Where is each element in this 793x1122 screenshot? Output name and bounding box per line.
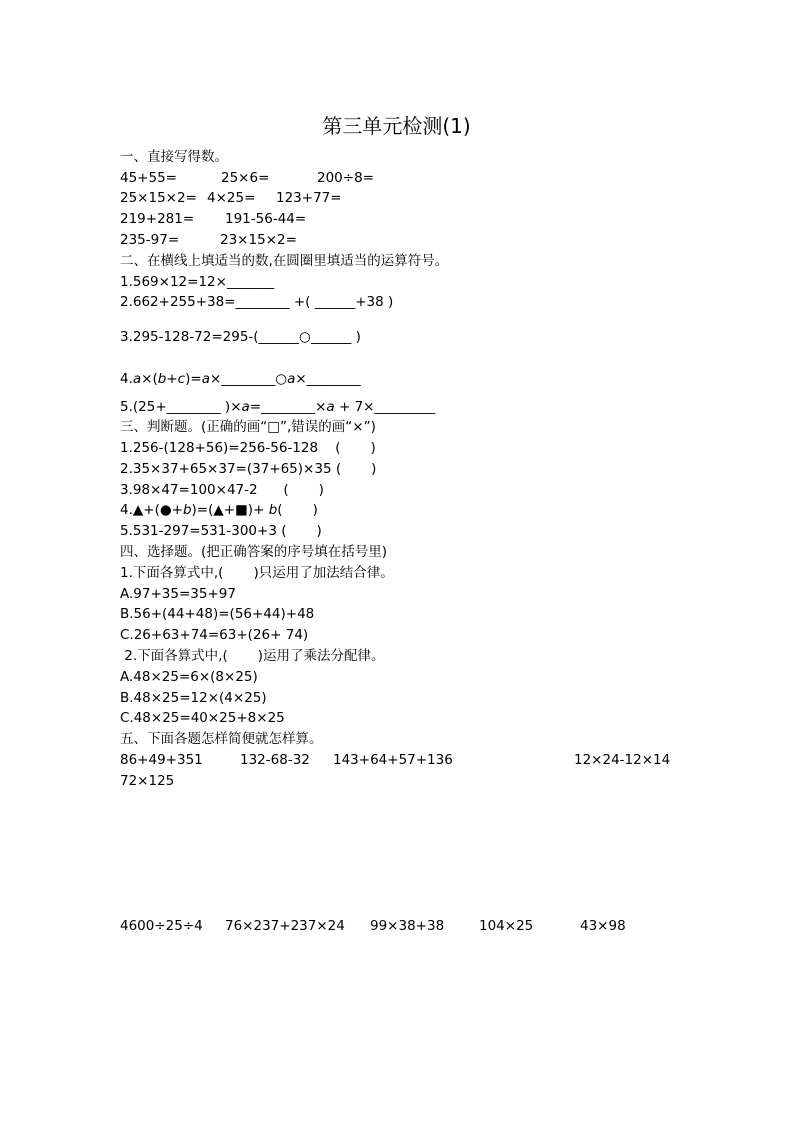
choice-option: B.48×25=12×(4×25) (120, 690, 267, 706)
section5-heading: 五、下面各题怎样简便就怎样算。 (120, 731, 323, 747)
simplify-item: 99×38+38 (370, 918, 445, 934)
choice-question-1: 1.下面各算式中,( )只运用了加法结合律。 (120, 565, 394, 581)
simplify-item: 4600÷25÷4 (120, 918, 203, 934)
choice-option: C.48×25=40×25+8×25 (120, 710, 285, 726)
q5-part-a: 5.(25+________ )× (120, 399, 242, 415)
calc-item: 4×25= (207, 190, 256, 206)
q4-tail: ×________ (295, 371, 361, 387)
q5-part-c: + 7×_________ (334, 399, 436, 415)
fill-question-5 (120, 398, 435, 416)
section2-heading: 二、在横线上填适当的数,在圆圈里填适当的运算符号。 (120, 253, 449, 269)
calc-item: 45+55= (120, 170, 177, 186)
var-b: b (157, 371, 167, 387)
var-a: a (241, 399, 250, 415)
var-a: a (201, 371, 210, 387)
item4-part-c: ( ) (277, 502, 318, 518)
section4-heading: 四、选择题。(把正确答案的序号填在括号里) (120, 544, 388, 560)
calc-item: 23×15×2= (220, 232, 297, 248)
fill-question-1: 1.569×12=12×_______ (120, 274, 275, 290)
calc-item: 235-97= (120, 232, 180, 248)
q4-rest: ×________○ (209, 371, 288, 387)
var-a: a (287, 371, 296, 387)
judge-item-1: 1.256-(128+56)=256-56-128 ( ) (120, 440, 376, 456)
judge-item-2: 2.35×37+65×37=(37+65)×35 ( ) (120, 461, 377, 477)
choice-option: A.48×25=6×(8×25) (120, 669, 258, 685)
choice-option: C.26+63+74=63+(26+ 74) (120, 627, 309, 643)
simplify-item: 76×237+237×24 (225, 918, 345, 934)
fill-question-3: 3.295-128-72=295-(______○______ ) (120, 329, 361, 345)
simplify-item: 132-68-32 (240, 752, 310, 768)
choice-option: A.97+35=35+97 (120, 586, 236, 602)
section1-heading: 一、直接写得数。 (120, 149, 228, 165)
q4-prefix: 4. (120, 371, 133, 387)
var-b: b (268, 502, 278, 518)
simplify-item: 72×125 (120, 773, 175, 789)
simplify-item: 43×98 (580, 918, 626, 934)
simplify-item: 86+49+351 (120, 752, 203, 768)
calc-item: 25×6= (221, 170, 270, 186)
simplify-item: 143+64+57+136 (333, 752, 453, 768)
page-title: 第三单元检测(1) (322, 114, 471, 138)
judge-item-3: 3.98×47=100×47-2 ( ) (120, 482, 324, 498)
calc-item: 219+281= (120, 211, 195, 227)
calc-item: 123+77= (276, 190, 342, 206)
judge-item-4 (120, 501, 318, 519)
var-a: a (326, 399, 335, 415)
judge-item-5: 5.531-297=531-300+3 ( ) (120, 523, 322, 539)
q5-part-b: =________× (249, 399, 327, 415)
simplify-item: 12×24-12×14 (574, 752, 671, 768)
var-a: a (132, 371, 142, 387)
fill-question-2: 2.662+255+38=________ +( ______+38 ) (120, 294, 394, 310)
choice-question-2: 2.下面各算式中,( )运用了乘法分配律。 (120, 648, 385, 664)
choice-option: B.56+(44+48)=(56+44)+48 (120, 606, 315, 622)
var-c: c (177, 371, 186, 387)
item4-part-a: 4.▲+(●+ (120, 502, 183, 518)
fill-question-4: 4.a×(b+c)=a×________○a×________ (120, 371, 361, 387)
item4-part-b: )=(▲+■)+ (191, 502, 269, 518)
calc-item: 191-56-44= (225, 211, 307, 227)
var-b: b (182, 502, 192, 518)
section3-heading: 三、判断题。(正确的画“□”,错误的画“×”) (120, 419, 376, 435)
simplify-item: 104×25 (479, 918, 534, 934)
calc-item: 25×15×2= (120, 190, 197, 206)
calc-item: 200÷8= (317, 170, 374, 186)
